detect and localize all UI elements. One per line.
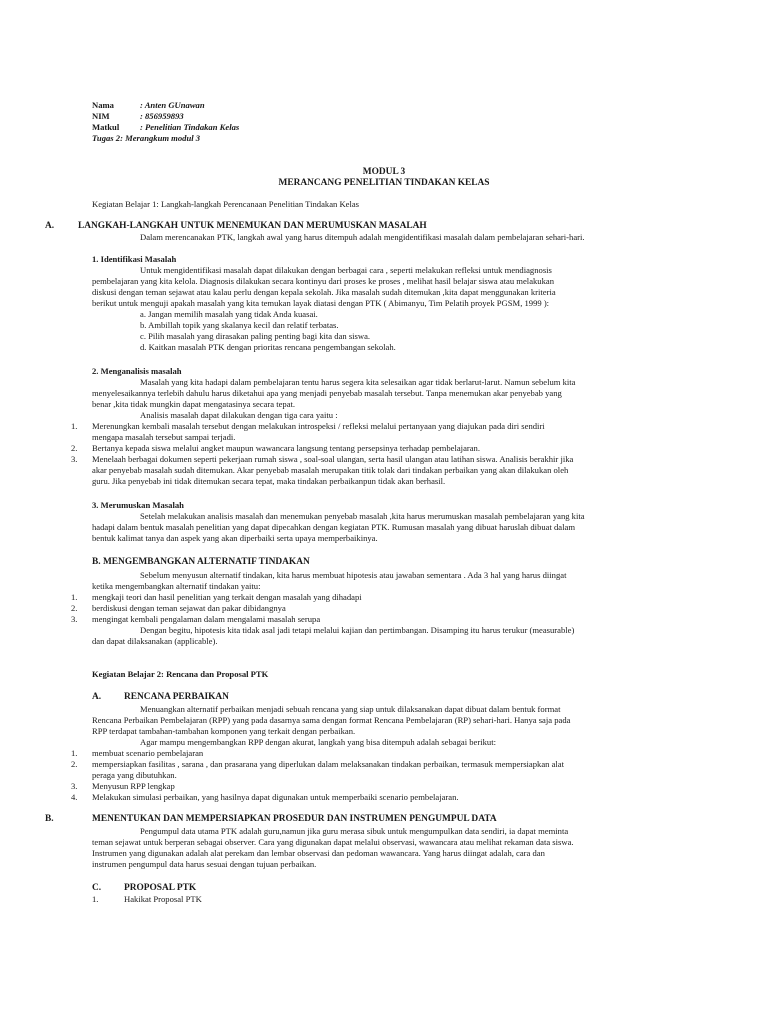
instrumen-heading: MENENTUKAN DAN MEMPERSIAPKAN PROSEDUR DAN INSTRUMEN PENGUMPUL DATA [92,814,497,824]
nim-label: NIM [92,111,110,121]
paragraph-line: Menuangkan alternatif perbaikan menjadi sebuah rencana yang siap untuk dilaksanakan dapat dibuat dalam bentuk format [140,704,561,714]
list-item: Bertanya kepada siswa melalui angket maupun wawancara langsung tentang persepsinya terhadap pembelajaran. [92,443,480,453]
module-number: MODUL 3 [362,167,406,177]
paragraph-line: Sebelum menyusun alternatif tindakan, kita harus membuat hipotesis atau jawaban sementara . Ada 3 hal yang harus diingat [140,570,567,580]
paragraph-line: dan dapat dilaksanakan (applicable). [92,636,218,646]
matkul-value: : Penelitian Tindakan Kelas [140,122,240,132]
subsection-1-heading: 1. Identifikasi Masalah [92,254,177,264]
list-number: 2. [71,443,78,453]
rencana-heading: RENCANA PERBAIKAN [124,692,229,702]
paragraph-line: Instrumen yang digunakan adalah alat perekam dan lembar observasi dan pedoman wawancara. Yang harus diingat adalah, cara dan [92,848,545,858]
kegiatan-belajar-1: Kegiatan Belajar 1: Langkah-langkah Perencanaan Penelitian Tindakan Kelas [92,199,360,209]
list-number: 1. [92,894,99,904]
list-item: c. Pilih masalah yang dirasakan paling penting bagi kita dan siswa. [140,331,371,341]
list-number: 2. [71,759,78,769]
list-number: 1. [71,421,78,431]
paragraph-line: Agar mampu mengembangkan RPP dengan akurat, langkah yang bisa ditempuh adalah sebagai berikut: [140,737,496,747]
rencana-number: A. [92,692,102,702]
paragraph-line: RPP terdapat tambahan-tambahan komponen yang terkait dengan perbaikan. [92,726,356,736]
nim-value: : 856959893 [140,111,184,121]
paragraph-line: hadapi dalam bentuk masalah penelitian yang dapat dipecahkan dengan kegiatan PTK. Rumusan masalah yang dibuat haruslah dibuat dalam [92,522,576,532]
list-item: mempersiapkan fasilitas , sarana , dan prasarana yang diperlukan dalam melaksanakan tindakan perbaikan, termasuk mempersiapkan alat [92,759,564,769]
proposal-number: C. [92,883,102,893]
matkul-label: Matkul [92,122,120,132]
list-number: 1. [71,748,78,758]
module-title: MERANCANG PENELITIAN TINDAKAN KELAS [278,178,490,188]
list-number: 4. [71,792,78,802]
list-item: Menelaah berbagai dokumen seperti pekerjaan rumah siswa , soal-soal ulangan, serta hasil ulangan atau latihan siswa. Analisis berakhir jika [92,454,574,464]
list-number: 2. [71,603,78,613]
paragraph-line: Setelah melakukan analisis masalah dan menemukan penyebab masalah ,kita harus merumuskan masalah pembelajaran yang kita [140,511,585,521]
list-number: 3. [71,454,78,464]
list-item: Melakukan simulasi perbaikan, yang hasilnya dapat digunakan untuk memperbaiki scenario pembelajaran. [92,792,459,802]
list-item: a. Jangan memilih masalah yang tidak Anda kuasai. [140,309,318,319]
paragraph-line: Analisis masalah dapat dilakukan dengan tiga cara yaitu : [140,410,338,420]
tugas-line: Tugas 2: Merangkum modul 3 [92,133,201,143]
subsection-2-heading: 2. Menganalisis masalah [92,366,182,376]
list-number: 3. [71,781,78,791]
paragraph-line: pembelajaran yang kita kelola. Diagnosis dilakukan secara kontinyu dari proses ke proses , melihat hasil belajar siswa atau melakukan [92,276,555,286]
list-item: akar penyebab masalah sudah ditemukan. Akar penyebab masalah merupakan titik tolak dari tindakan perbaikan yang akan dilakukan oleh [92,465,569,475]
paragraph-line: bentuk kalimat tanya dan aspek yang akan diperbaiki serta upaya memperbaikinya. [92,533,378,543]
paragraph-line: Rencana Perbaikan Pembelajaran (RPP) yang pada dasarnya sama dengan format Rencana Pembelajaran (RP) sehari-hari. Hanya saja pada [92,715,571,725]
list-item: mengkaji teori dan hasil penelitian yang terkait dengan masalah yang dihadapi [92,592,362,602]
list-item: berdiskusi dengan teman sejawat dan pakar dibidangnya [92,603,286,613]
name-value: : Anten GUnawan [140,100,205,110]
paragraph-line: Untuk mengidentifikasi masalah dapat dilakukan dengan berbagai cara , seperti melakukan refleksi untuk mendiagnosis [140,265,552,275]
list-item: guru. Jika penyebab ini tidak ditemukan secara tepat, maka tindakan perbaikanpun tidak akan berhasil. [92,476,446,486]
section-b-heading: B. MENGEMBANGKAN ALTERNATIF TINDAKAN [92,557,310,567]
paragraph-line: teman sejawat untuk berperan sebagai observer. Cara yang digunakan dapat melalui observasi, wawancara atau melihat rekaman data siswa. [92,837,574,847]
paragraph-line: benar ,kita tidak mungkin dapat mengatasinya secara tepat. [92,399,296,409]
list-item: b. Ambillah topik yang skalanya kecil dan relatif terbatas. [140,320,339,330]
list-item: mengapa masalah tersebut sampai terjadi. [92,432,236,442]
subsection-3-heading: 3. Merumuskan Masalah [92,500,184,510]
paragraph-line: Pengumpul data utama PTK adalah guru,namun jika guru merasa sibuk untuk mengumpulkan data sendiri, ia dapat meminta [140,826,569,836]
list-item: membuat scenario pembelajaran [92,748,204,758]
list-item: d. Kaitkan masalah PTK dengan prioritas rencana pengembangan sekolah. [140,342,396,352]
section-a-heading: LANGKAH-LANGKAH UNTUK MENEMUKAN DAN MERUMUSKAN MASALAH [78,221,427,231]
paragraph-line: ketika mengembangkan alternatif tindakan yaitu: [92,581,261,591]
kegiatan-belajar-2: Kegiatan Belajar 2: Rencana dan Proposal PTK [92,669,269,679]
list-number: 3. [71,614,78,624]
paragraph-line: Masalah yang kita hadapi dalam pembelajaran tentu harus segera kita selesaikan agar tidak berlarut-larut. Namun sebelum kita [140,377,576,387]
list-number: 1. [71,592,78,602]
list-item: Merenungkan kembali masalah tersebut dengan melakukan introspeksi / refleksi melalui pertanyaan yang diajukan pada diri sendiri [92,421,545,431]
name-label: Nama [92,100,114,110]
list-item: Hakikat Proposal PTK [124,894,202,904]
list-item: mengingat kembali pengalaman dalam mengalami masalah serupa [92,614,321,624]
paragraph-line: Dengan begitu, hipotesis kita tidak asal jadi tetapi melalui kajian dan pertimbangan. Disamping itu harus terukur (measurable) [140,625,575,635]
section-a-number: A. [45,221,55,231]
instrumen-number: B. [45,814,54,824]
paragraph-line: berikut untuk menguji apakah masalah yang kita temukan layak diatasi dengan PTK ( Abimanyu, Tim Pelatih proyek PGSM, 1999 ): [92,298,550,308]
list-item: Menyusun RPP lengkap [92,781,175,791]
proposal-heading: PROPOSAL PTK [124,883,197,893]
section-a-intro: Dalam merencanakan PTK, langkah awal yang harus ditempuh adalah mengidentifikasi masalah dalam pembelajaran sehari-hari. [140,232,585,242]
paragraph-line: diskusi dengan teman sejawat atau kalau perlu dengan kepala sekolah. Jika masalah sudah ditemukan ,kita dapat menggunakan kriteria [92,287,556,297]
list-item: peraga yang dibutuhkan. [92,770,177,780]
paragraph-line: instrumen pengumpul data harus sesuai dengan tujuan perbaikan. [92,859,317,869]
paragraph-line: menyelesaikannya terlebih dahulu harus diketahui apa yang menjadi penyebab masalah tersebut. Tanpa menemukan akar penyebab yang [92,388,562,398]
